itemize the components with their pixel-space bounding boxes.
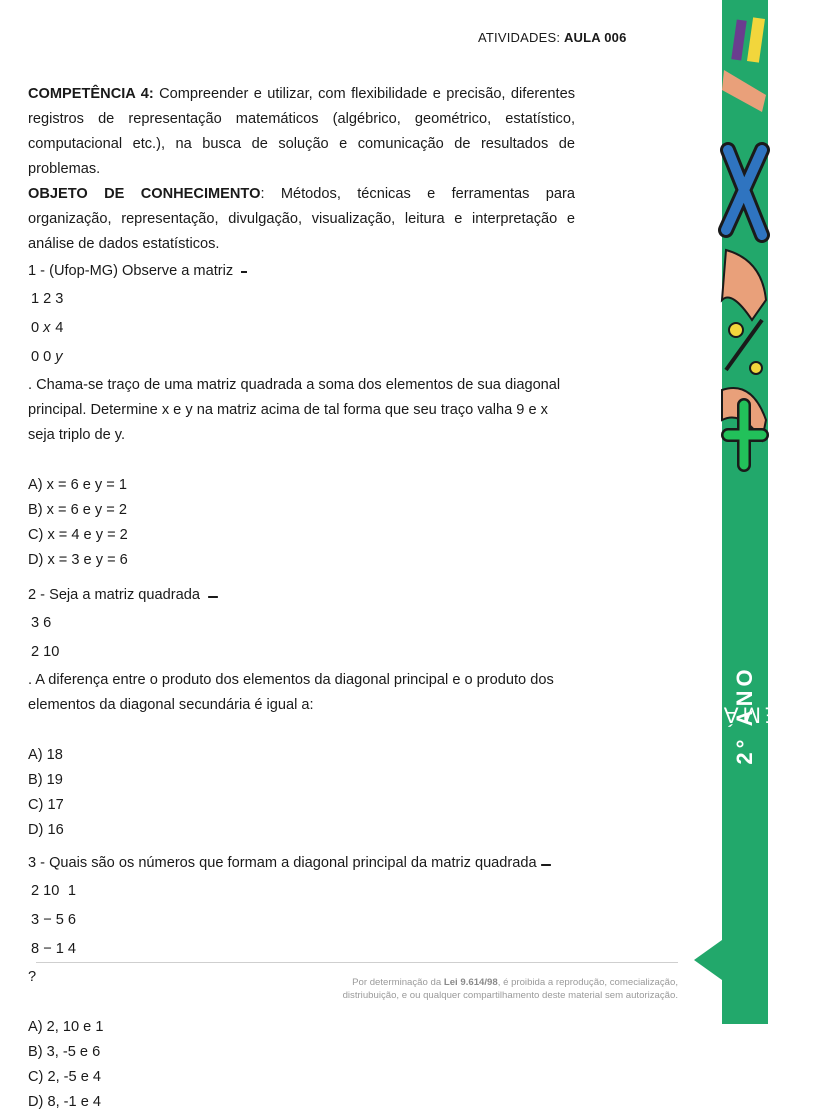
subject-vertical-title bbox=[653, 540, 836, 890]
matrix-cell: − 1 bbox=[43, 941, 64, 957]
matrix-cell: 8 bbox=[31, 941, 40, 957]
competencia-paragraph bbox=[28, 82, 575, 182]
question-2 bbox=[28, 583, 575, 608]
q3-option-b: B) 3, -5 e 6 bbox=[28, 1044, 101, 1060]
footer-divider bbox=[36, 962, 678, 963]
worksheet-content bbox=[28, 82, 575, 1115]
q3-option-c: C) 2, -5 e 4 bbox=[28, 1069, 101, 1085]
matrix-cell: 10 bbox=[43, 883, 60, 899]
q2-option-c: C) 17 bbox=[28, 797, 64, 813]
matrix-cell: x bbox=[43, 320, 51, 336]
footer-law: Lei 9.614/98 bbox=[443, 977, 498, 988]
matrix-cell: 6 bbox=[67, 912, 76, 928]
q2-option-a: A) 18 bbox=[28, 747, 63, 763]
q1-option-b: B) x = 6 e y = 2 bbox=[28, 502, 127, 518]
q2-lead: 2 - Seja a matriz quadrada bbox=[28, 587, 205, 603]
q3-option-d: D) 8, -1 e 4 bbox=[28, 1094, 101, 1110]
matrix-cell: − 5 bbox=[43, 912, 64, 928]
matrix-cell: 4 bbox=[67, 941, 76, 957]
matrix-cell: 0 bbox=[31, 349, 40, 365]
matrix-cell: 4 bbox=[55, 320, 64, 336]
matrix-cell: 3 bbox=[55, 291, 64, 307]
matrix-cell: 10 bbox=[43, 644, 60, 660]
matrix-cell: 0 bbox=[43, 349, 52, 365]
q3-tail: ? bbox=[28, 969, 37, 985]
q1-tail: . Chama-se traço de uma matriz quadrada a soma dos elementos de sua diagonal principal. Determine x e y na matriz acima de tal forma que seu traço valha 9 e x seja triplo de y. bbox=[28, 377, 561, 443]
question-3 bbox=[28, 851, 575, 876]
matrix-cell: 1 bbox=[67, 883, 76, 899]
matrix-cell: 1 bbox=[31, 291, 40, 307]
question-1 bbox=[28, 259, 575, 284]
page-header bbox=[478, 30, 627, 45]
competencia-label: COMPETÊNCIA 4: bbox=[28, 86, 154, 102]
matrix-cell: 0 bbox=[31, 320, 40, 336]
footer-pre: Por determinação da bbox=[352, 977, 444, 988]
footer-line2: distriubuição, e ou qualquer compartilhamento deste material sem autorização. bbox=[342, 990, 678, 1001]
matrix-cell: 2 bbox=[31, 883, 40, 899]
q1-lead: 1 - (Ufop-MG) Observe a matriz bbox=[28, 263, 238, 279]
matrix-cell: 2 bbox=[43, 291, 52, 307]
matrix-cell: 2 bbox=[31, 644, 40, 660]
subject-name: MATEMÁTICA bbox=[653, 703, 836, 728]
matrix-cell: 3 bbox=[31, 912, 40, 928]
matrix-cell: y bbox=[55, 349, 63, 365]
copyright-footer bbox=[218, 976, 678, 1002]
q1-option-a: A) x = 6 e y = 1 bbox=[28, 477, 127, 493]
objeto-paragraph bbox=[28, 182, 575, 257]
lesson-label: AULA 006 bbox=[563, 30, 627, 45]
q1-option-d: D) x = 3 e y = 6 bbox=[28, 552, 128, 568]
objeto-label: OBJETO DE CONHECIMENTO bbox=[28, 186, 261, 202]
header-prefix: ATIVIDADES: bbox=[478, 30, 564, 45]
competencia-text: Compreender e utilizar, com flexibilidade e precisão, diferentes registros de representação matemáticos (algébrico, geométrico, estatístico, computacional etc.), na busca de solução e comunicação de resultados de problemas. bbox=[28, 86, 575, 177]
footer-post: , é proibida a reprodução, comecialização, bbox=[497, 977, 678, 988]
q3-lead: 3 - Quais são os números que formam a diagonal principal da matriz quadrada bbox=[28, 855, 541, 871]
q2-option-b: B) 19 bbox=[28, 772, 63, 788]
q3-option-a: A) 2, 10 e 1 bbox=[28, 1019, 104, 1035]
q1-option-c: C) x = 4 e y = 2 bbox=[28, 527, 128, 543]
objeto-text: : Métodos, técnicas e ferramentas para organização, representação, divulgação, visualização, leitura e interpretação e análise de dados estatísticos. bbox=[28, 186, 575, 252]
q2-option-d: D) 16 bbox=[28, 822, 64, 838]
q2-tail: . A diferença entre o produto dos elementos da diagonal principal e o produto dos elementos da diagonal secundária é igual a: bbox=[28, 672, 554, 713]
matrix-cell: 3 bbox=[31, 615, 40, 631]
grade-label: 2° ANO bbox=[732, 665, 757, 765]
matrix-cell: 6 bbox=[43, 615, 52, 631]
